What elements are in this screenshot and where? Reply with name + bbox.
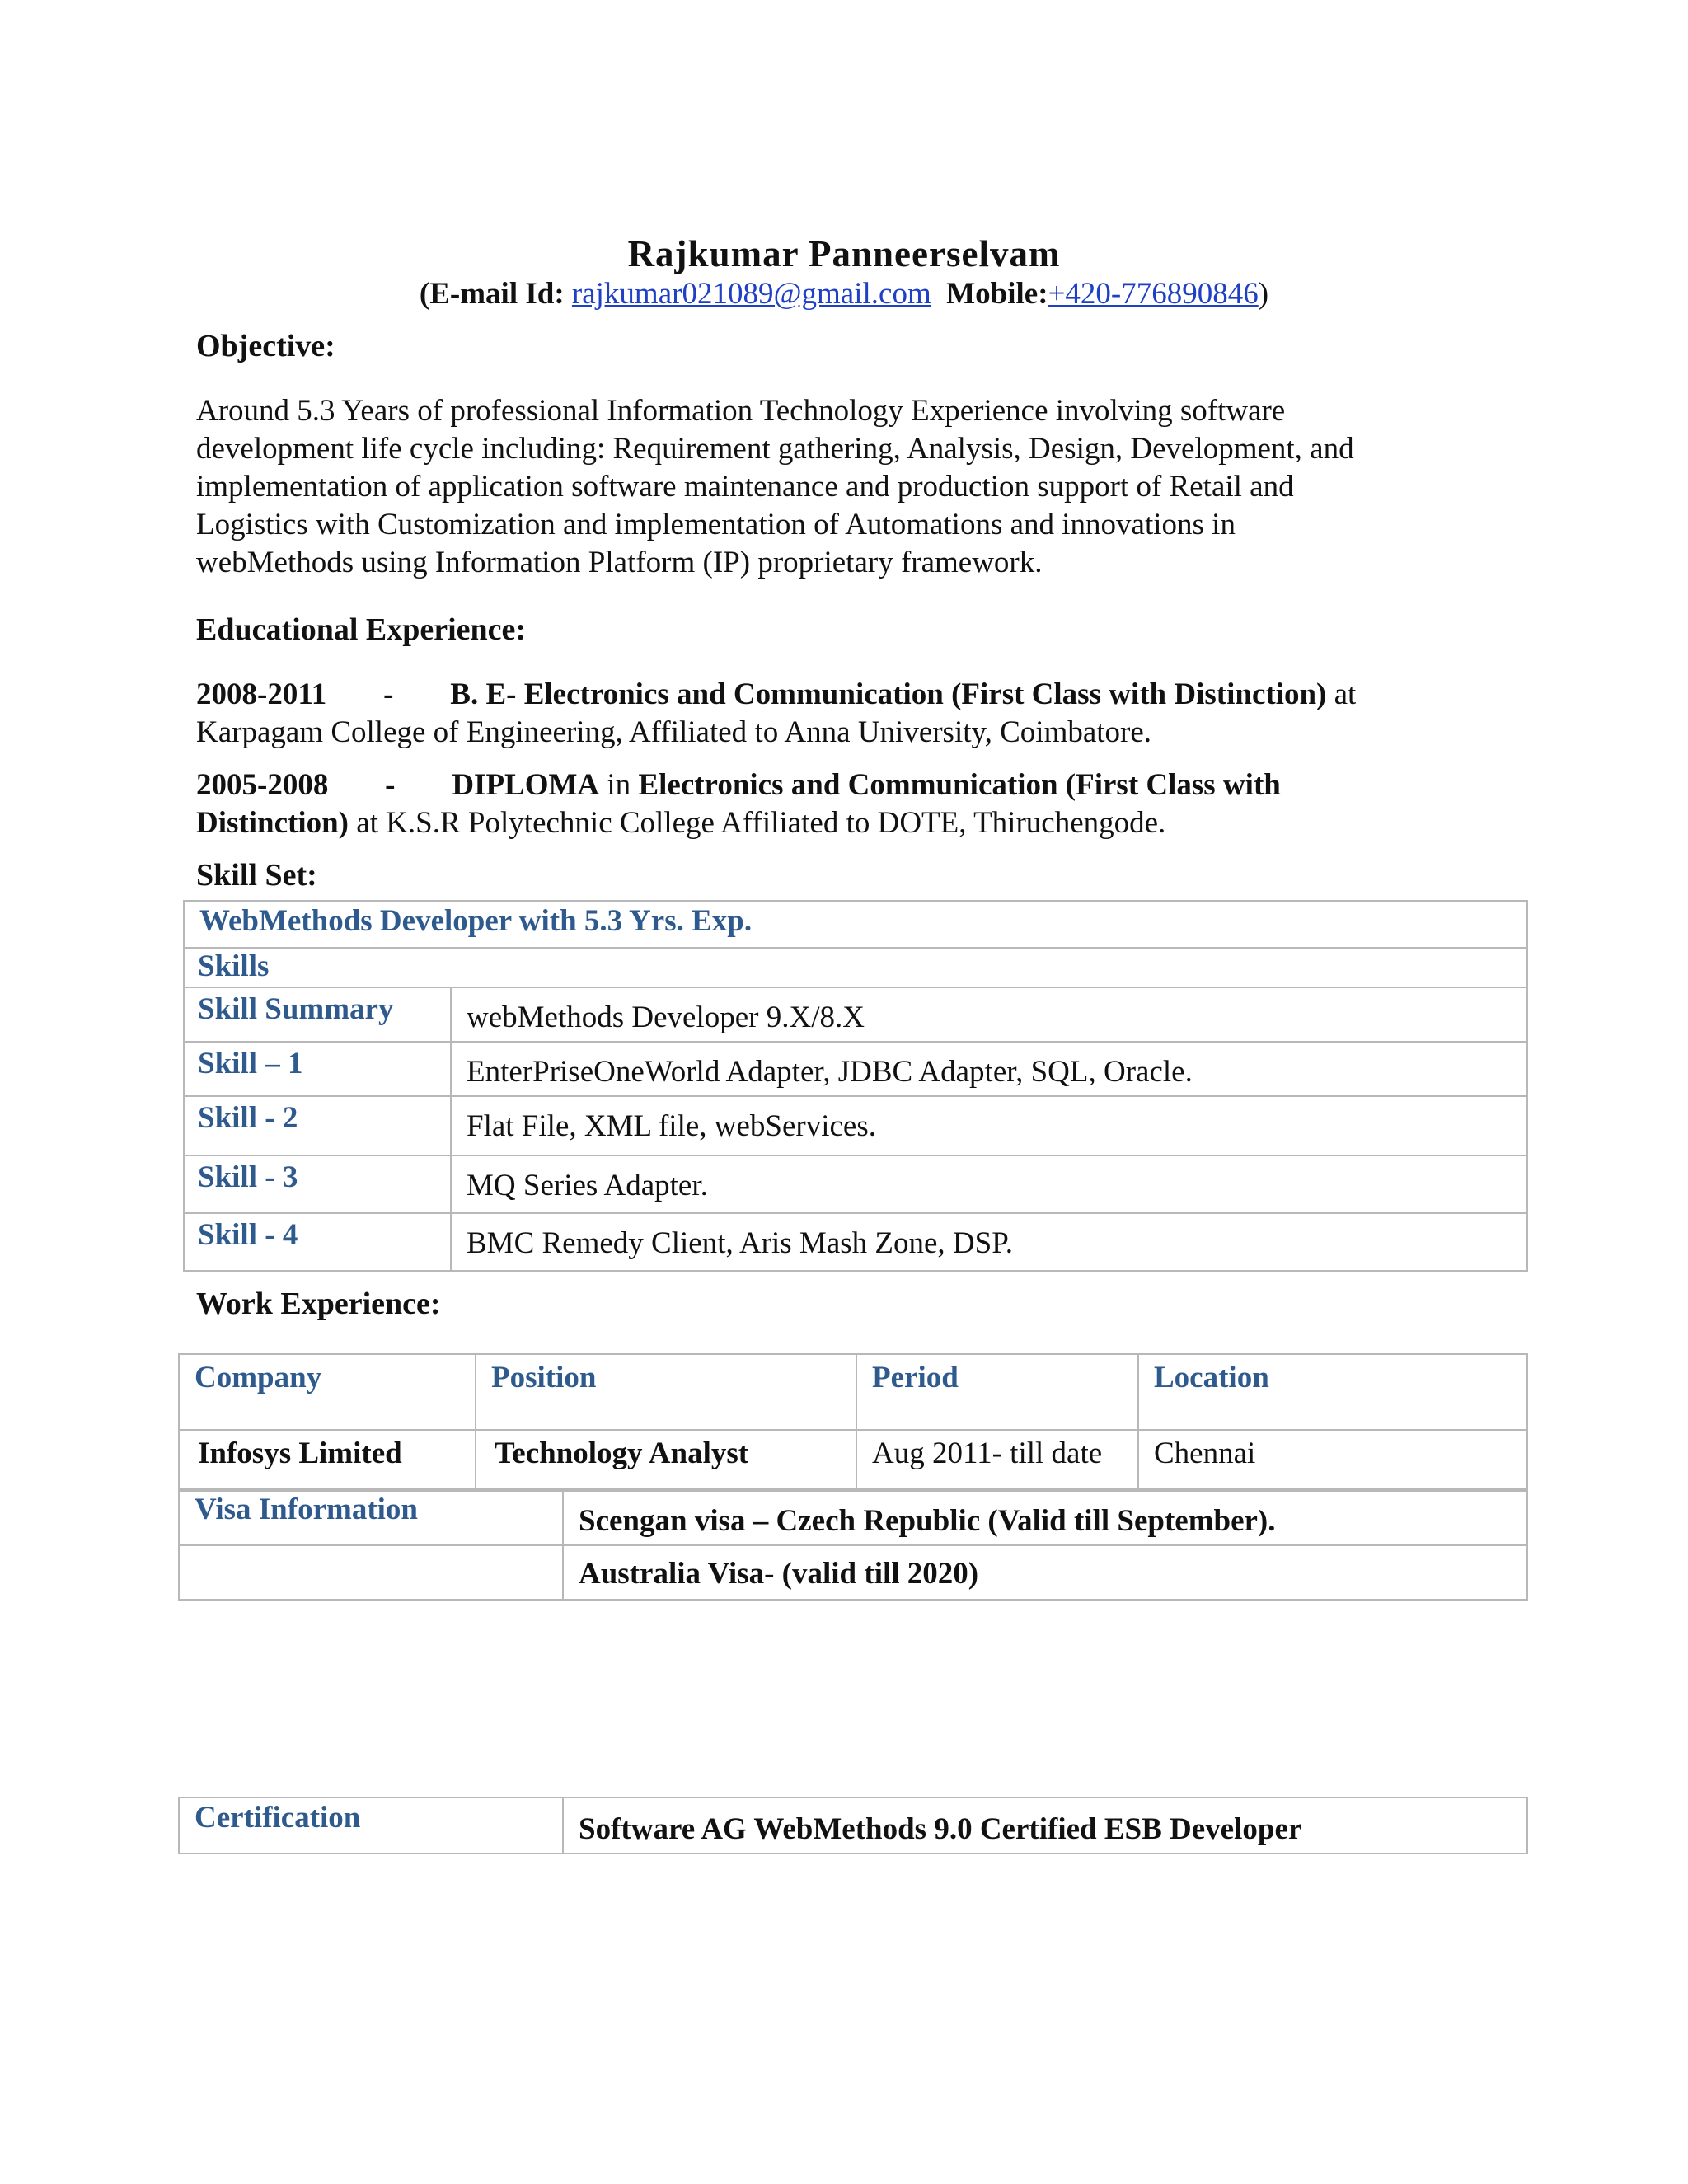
column-header-position: Position [476,1354,856,1430]
contact-line [0,276,1688,312]
edu-at: at [1326,677,1357,711]
open-paren: ( [419,277,430,311]
skill-value-cell [451,1155,1527,1213]
skill-label-cell [184,1155,451,1213]
visa-label: Visa Information [195,1493,418,1526]
close-paren: ) [1258,277,1269,311]
table-row [184,987,1527,1042]
table-row [184,1213,1527,1271]
objective-line: development life cycle including: Requirement gathering, Analysis, Design, Development, and [196,432,1354,466]
objective-line: Logistics with Customization and implementation of Automations and innovations in [196,508,1236,541]
skill-label-cell [184,1042,451,1096]
skill-label: Skill - 4 [198,1218,298,1252]
objective-line: implementation of application software maintenance and production support of Retail and [196,470,1294,504]
edu-dash: - [385,768,396,802]
skill-value-cell [451,1042,1527,1096]
visa-table [178,1488,1528,1601]
certification-label: Certification [195,1801,361,1835]
table-row [179,1545,1527,1600]
skills-subheading-cell [184,948,1527,987]
table-row [179,1430,1527,1491]
edu-in: in [599,768,639,802]
mobile-label: Mobile: [946,277,1048,311]
visa-item-cell [563,1545,1527,1600]
visa-empty-cell [179,1545,563,1600]
edu-distinction: Distinction) [196,806,349,840]
skill-label-cell [184,1096,451,1155]
skills-title-cell [184,901,1527,948]
cell-location: Chennai [1138,1430,1527,1491]
education-entry-2 [196,766,1281,842]
objective-line: webMethods using Information Platform (IP) proprietary framework. [196,546,1043,579]
objective-text [196,392,1354,582]
skill-value: webMethods Developer 9.X/8.X [467,1001,865,1034]
skill-value: BMC Remedy Client, Aris Mash Zone, DSP. [467,1226,1013,1260]
table-header-row [179,1354,1527,1430]
email-label: E-mail Id: [429,277,565,311]
column-header-location: Location [1138,1354,1527,1430]
edu-institution: Karpagam College of Engineering, Affiliated to Anna University, Coimbatore. [196,715,1152,749]
skills-title: WebMethods Developer with 5.3 Yrs. Exp. [199,904,753,938]
edu-dash: - [383,677,394,711]
table-row [184,1042,1527,1096]
skill-value-cell [451,1213,1527,1271]
cell-position: Technology Analyst [476,1430,856,1491]
skill-label-cell [184,1213,451,1271]
edu-degree: B. E- Electronics and Communication (First Class with Distinction) [450,677,1327,711]
certification-value-cell [563,1797,1527,1854]
work-heading: Work Experience: [196,1286,441,1321]
column-header-company: Company [179,1354,476,1430]
objective-heading: Objective: [196,329,335,363]
table-row [179,1797,1527,1854]
certification-value: Software AG WebMethods 9.0 Certified ESB Developer [579,1812,1302,1846]
skill-label-cell [184,987,451,1042]
table-row [179,1489,1527,1545]
education-heading: Educational Experience: [196,612,527,647]
education-entry-1 [196,676,1356,752]
email-link[interactable]: rajkumar021089@gmail.com [571,277,931,311]
skill-value: MQ Series Adapter. [467,1169,708,1202]
skill-value-cell [451,987,1527,1042]
certification-label-cell [179,1797,563,1854]
skill-value: EnterPriseOneWorld Adapter, JDBC Adapter, SQL, Oracle. [467,1055,1193,1089]
visa-item: Scengan visa – Czech Republic (Valid till September). [579,1504,1276,1538]
objective-line: Around 5.3 Years of professional Information Technology Experience involving software [196,394,1286,428]
column-header-period: Period [856,1354,1138,1430]
work-table [178,1353,1528,1492]
skill-value: Flat File, XML file, webServices. [467,1109,877,1143]
cell-period: Aug 2011- till date [856,1430,1138,1491]
candidate-name: Rajkumar Panneerselvam [627,233,1061,274]
skills-subheading: Skills [198,949,270,983]
visa-item-cell [563,1489,1527,1545]
skill-value-cell [451,1096,1527,1155]
edu-institution: at K.S.R Polytechnic College Affiliated to DOTE, Thiruchengode. [349,806,1166,840]
edu-field: Electronics and Communication (First Class with [638,768,1281,802]
skill-label: Skill - 2 [198,1101,298,1135]
skill-label: Skill - 3 [198,1160,298,1194]
edu-years: 2005-2008 [196,768,329,802]
skill-label: Skill Summary [198,992,394,1026]
skills-heading: Skill Set: [196,858,317,893]
cell-company: Infosys Limited [179,1430,476,1491]
table-row [184,1096,1527,1155]
skill-label: Skill – 1 [198,1047,303,1080]
table-row [184,1155,1527,1213]
edu-years: 2008-2011 [196,677,327,711]
skills-table [183,900,1528,1272]
edu-degree: DIPLOMA [452,768,600,802]
certification-table [178,1797,1528,1854]
visa-item: Australia Visa- (valid till 2020) [579,1557,979,1591]
mobile-link[interactable]: +420-776890846 [1048,277,1259,311]
visa-label-cell [179,1489,563,1545]
